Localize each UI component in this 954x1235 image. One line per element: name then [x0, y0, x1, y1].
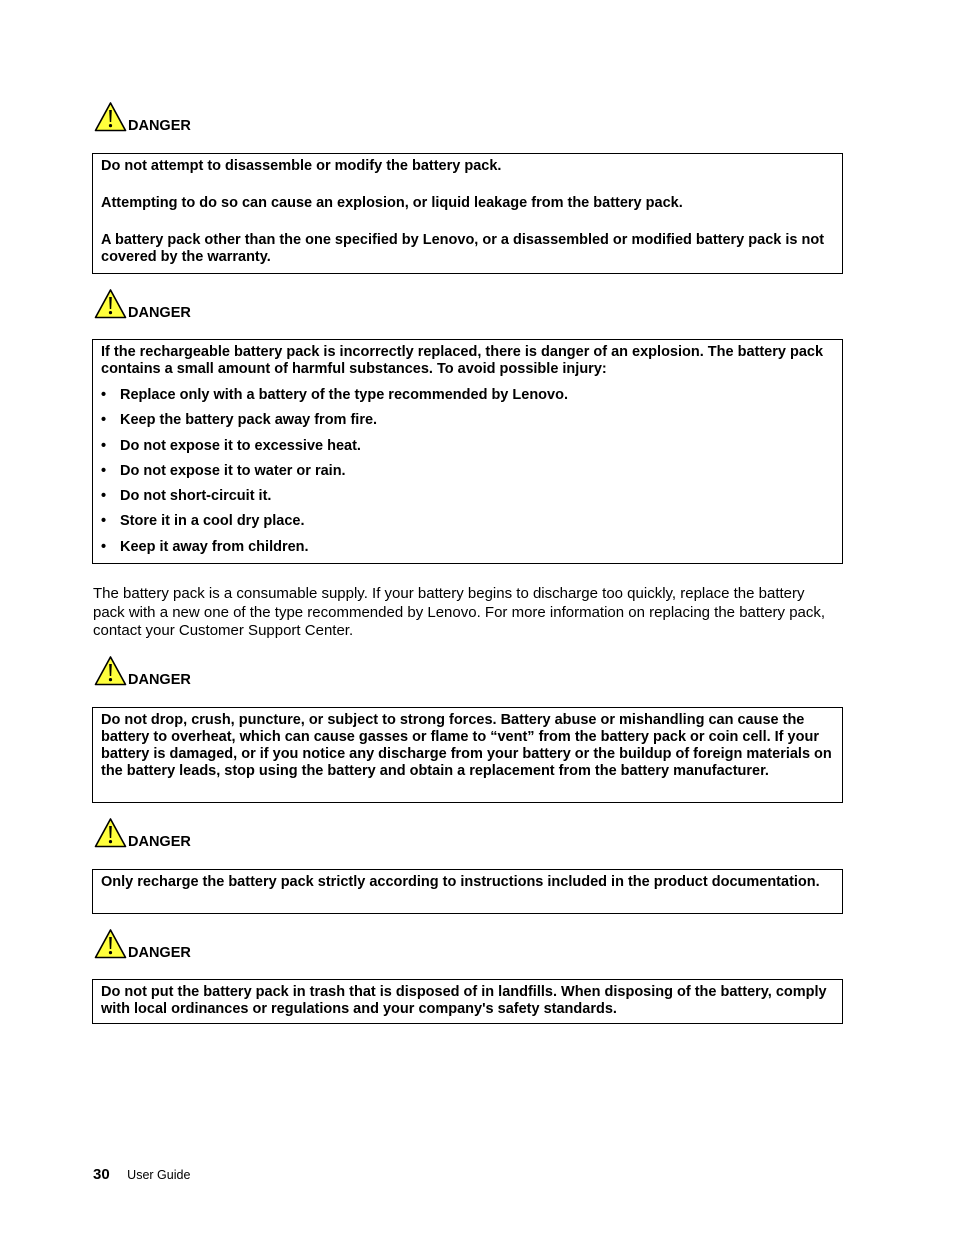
warning-triangle-icon	[94, 928, 127, 959]
danger-intro: If the rechargeable battery pack is incorrectly replaced, there is danger of an explosion. The battery pack contains a small amount of harmful substances. To avoid possible injury:	[101, 344, 824, 377]
list-item: • Store it in a cool dry place.	[101, 513, 835, 538]
danger-box	[92, 979, 843, 1024]
danger-text: Do not put the battery pack in trash that is disposed of in landfills. When disposing of the battery, comply with local ordinances or regulations and your company's safety standards.	[101, 984, 827, 1017]
list-item: • Do not expose it to water or rain.	[101, 463, 835, 488]
danger-heading	[94, 655, 294, 689]
danger-box	[92, 707, 843, 803]
warning-triangle-icon	[94, 817, 127, 848]
danger-heading	[94, 928, 294, 962]
danger-bullet-list	[101, 387, 835, 564]
page-footer	[93, 1166, 190, 1183]
danger-heading	[94, 101, 294, 135]
danger-label: DANGER	[128, 118, 191, 134]
danger-label: DANGER	[128, 834, 191, 850]
list-item: • Do not expose it to excessive heat.	[101, 438, 835, 463]
list-item: • Keep the battery pack away from fire.	[101, 412, 835, 437]
warning-triangle-icon	[94, 101, 127, 132]
danger-label: DANGER	[128, 305, 191, 321]
danger-box	[92, 869, 843, 914]
list-item: • Keep it away from children.	[101, 539, 835, 564]
danger-heading	[94, 288, 294, 322]
danger-box	[92, 339, 843, 564]
list-item: • Replace only with a battery of the type recommended by Lenovo.	[101, 387, 835, 412]
danger-label: DANGER	[128, 945, 191, 961]
danger-text: Do not drop, crush, puncture, or subject to strong forces. Battery abuse or mishandling can cause the battery to overheat, which can cause gasses or flame to “vent” from the battery pack or coin cell. If your battery is damaged, or if you notice any discharge from your battery or the buildup of foreign materials on the battery leads, stop using the battery and obtain a replacement from the battery manufacturer.	[101, 712, 832, 779]
danger-box	[92, 153, 843, 274]
danger-text: Only recharge the battery pack strictly according to instructions included in the product documentation.	[101, 874, 820, 890]
list-item: • Do not short-circuit it.	[101, 488, 835, 513]
danger-text: Do not attempt to disassemble or modify the battery pack.	[101, 158, 502, 174]
warning-triangle-icon	[94, 288, 127, 319]
warning-triangle-icon	[94, 655, 127, 686]
body-paragraph: The battery pack is a consumable supply. If your battery begins to discharge too quickly, replace the battery pack with a new one of the type recommended by Lenovo. For more information on replacing the battery pack, contact your Customer Support Center.	[93, 585, 826, 640]
danger-text: Attempting to do so can cause an explosion, or liquid leakage from the battery pack.	[101, 195, 683, 211]
page-number: 30	[93, 1166, 110, 1183]
footer-title: User Guide	[127, 1168, 191, 1182]
danger-text: A battery pack other than the one specified by Lenovo, or a disassembled or modified battery pack is not covered by the warranty.	[101, 232, 825, 265]
danger-label: DANGER	[128, 672, 191, 688]
danger-heading	[94, 817, 294, 851]
